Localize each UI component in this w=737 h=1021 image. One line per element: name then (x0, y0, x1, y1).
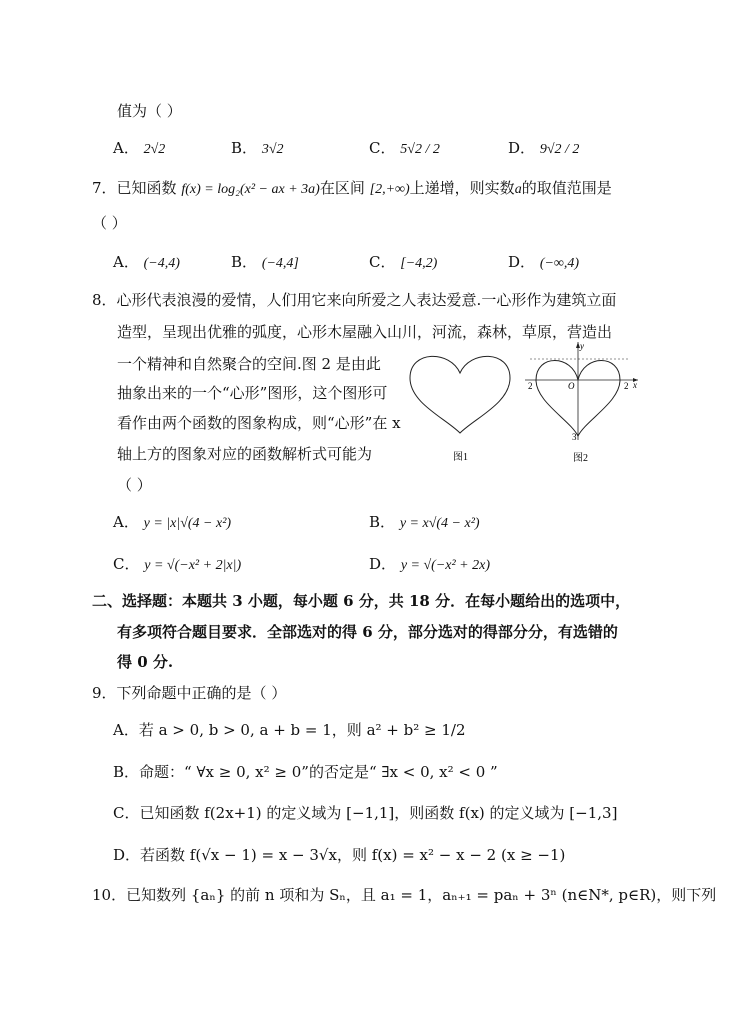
figure-2-label: 图2 (573, 453, 588, 464)
q8-line4: 抽象出来的一个“心形”图形，这个图形可 (117, 384, 388, 402)
y-axis-label: y (580, 341, 584, 351)
section2-line2: 有多项符合题目要求．全部选对的得 6 分，部分选对的得部分分，有选错的 (117, 623, 618, 641)
q6-option-a (113, 138, 165, 160)
q9-option-a: A．若 a > 0, b > 0, a + b = 1，则 a² + b² ≥ 1/2 (113, 721, 466, 739)
left-tick-label: 2 (528, 381, 533, 391)
q7-formula: f(x) = log₂(x² − ax + 3a) (181, 182, 320, 197)
question-number: 10． (92, 886, 127, 904)
option-letter: D． (508, 139, 536, 157)
question-number: 7． (92, 179, 117, 197)
q10-stem (92, 885, 716, 905)
q7-mid: 在区间 (319, 179, 365, 197)
q7-interval: [2,+∞) (369, 182, 410, 197)
q7-option-d (508, 252, 579, 274)
q7-option-c (369, 252, 437, 274)
x-axis-label: x (633, 380, 637, 390)
option-text: 5√2 / 2 (400, 142, 440, 157)
option-letter: C． (113, 555, 140, 573)
q6-option-d (508, 138, 579, 160)
figure-1-label: 图1 (453, 452, 468, 463)
q8-option-c (113, 554, 241, 576)
q8-paren: （ ） (117, 476, 152, 494)
q6-tail: 值为（ ） (117, 102, 182, 120)
q8-text: 心形代表浪漫的爱情，人们用它来向所爱之人表达爱意.一心形作为建筑立面 (116, 291, 617, 309)
option-text: [−4,2) (400, 256, 438, 271)
q7-pre: 已知函数 (116, 179, 177, 197)
option-letter: B． (231, 253, 258, 271)
q9-option-c: C．已知函数 f(2x+1) 的定义域为 [−1,1]，则函数 f(x) 的定义域为 [−1,3] (113, 804, 618, 822)
option-text: 2√2 (143, 142, 166, 157)
option-text: (−4,4) (143, 256, 180, 271)
option-letter: B． (231, 139, 258, 157)
option-text: y = x√(4 − x²) (399, 516, 480, 531)
option-text: 3√2 (261, 142, 284, 157)
q7-option-a (113, 252, 180, 274)
option-text: (−4,4] (261, 256, 299, 271)
q9-option-b: B．命题：“ ∀x ≥ 0, x² ≥ 0”的否定是“ ∃x < 0, x² < 0 ” (113, 763, 498, 781)
q10-text: 已知数列 {aₙ} 的前 n 项和为 Sₙ，且 a₁ = 1，aₙ₊₁ = paₙ + 3ⁿ (n∈N*, p∈R)，则下列 (126, 886, 717, 904)
option-letter: A． (113, 513, 139, 531)
q8-option-d (369, 554, 490, 576)
q8-line6: 轴上方的图象对应的函数解析式可能为 (117, 445, 373, 463)
q8-line2: 造型，呈现出优雅的弧度，心形木屋融入山川，河流，森林，草原，营造出 (117, 323, 613, 341)
option-letter: C． (369, 253, 396, 271)
q8-option-a (113, 512, 231, 534)
heart-shape (410, 356, 510, 433)
figure-2-heart-graph (520, 340, 642, 464)
bottom-tick-label: 3 (572, 432, 577, 442)
option-text: y = |x|√(4 − x²) (143, 516, 232, 531)
option-text: 9√2 / 2 (539, 142, 580, 157)
option-letter: B． (369, 513, 396, 531)
option-text: y = √(−x² + 2x) (400, 558, 491, 573)
option-text: y = √(−x² + 2|x|) (144, 558, 242, 573)
option-letter: C． (369, 139, 396, 157)
q8-line3: 一个精神和自然聚合的空间.图 2 是由此 (117, 355, 381, 373)
option-letter: A． (113, 253, 139, 271)
q8-option-b (369, 512, 480, 534)
q7-var: a (514, 182, 522, 197)
option-letter: D． (508, 253, 536, 271)
q7-stem (92, 178, 612, 200)
section2-line3: 得 0 分. (117, 653, 174, 671)
q9-option-d: D．若函数 f(√x − 1) = x − 3√x，则 f(x) = x² − x − 2 (x ≥ −1) (113, 846, 566, 864)
q9-stem (92, 683, 286, 703)
question-number: 9． (92, 684, 117, 702)
q8-line1 (92, 290, 616, 310)
q7-option-b (231, 252, 299, 274)
q6-option-c (369, 138, 440, 160)
q8-line5: 看作由两个函数的图象构成，则“心形”在 x (117, 414, 401, 432)
q7-post2: 的取值范围是 (521, 179, 612, 197)
section2-line1: 二、选择题：本题共 3 小题，每小题 6 分，共 18 分．在每小题给出的选项中， (92, 592, 631, 610)
q9-text: 下列命题中正确的是（ ） (116, 684, 287, 702)
q6-option-b (231, 138, 284, 160)
origin-label: O (568, 381, 575, 391)
right-tick-label: 2 (624, 381, 629, 391)
question-number: 8． (92, 291, 117, 309)
q7-post: 上递增，则实数 (409, 179, 515, 197)
option-text: (−∞,4) (539, 256, 580, 271)
option-letter: D． (369, 555, 397, 573)
q7-paren: （ ） (92, 214, 127, 232)
figure-1-heart (405, 348, 515, 463)
option-letter: A． (113, 139, 139, 157)
